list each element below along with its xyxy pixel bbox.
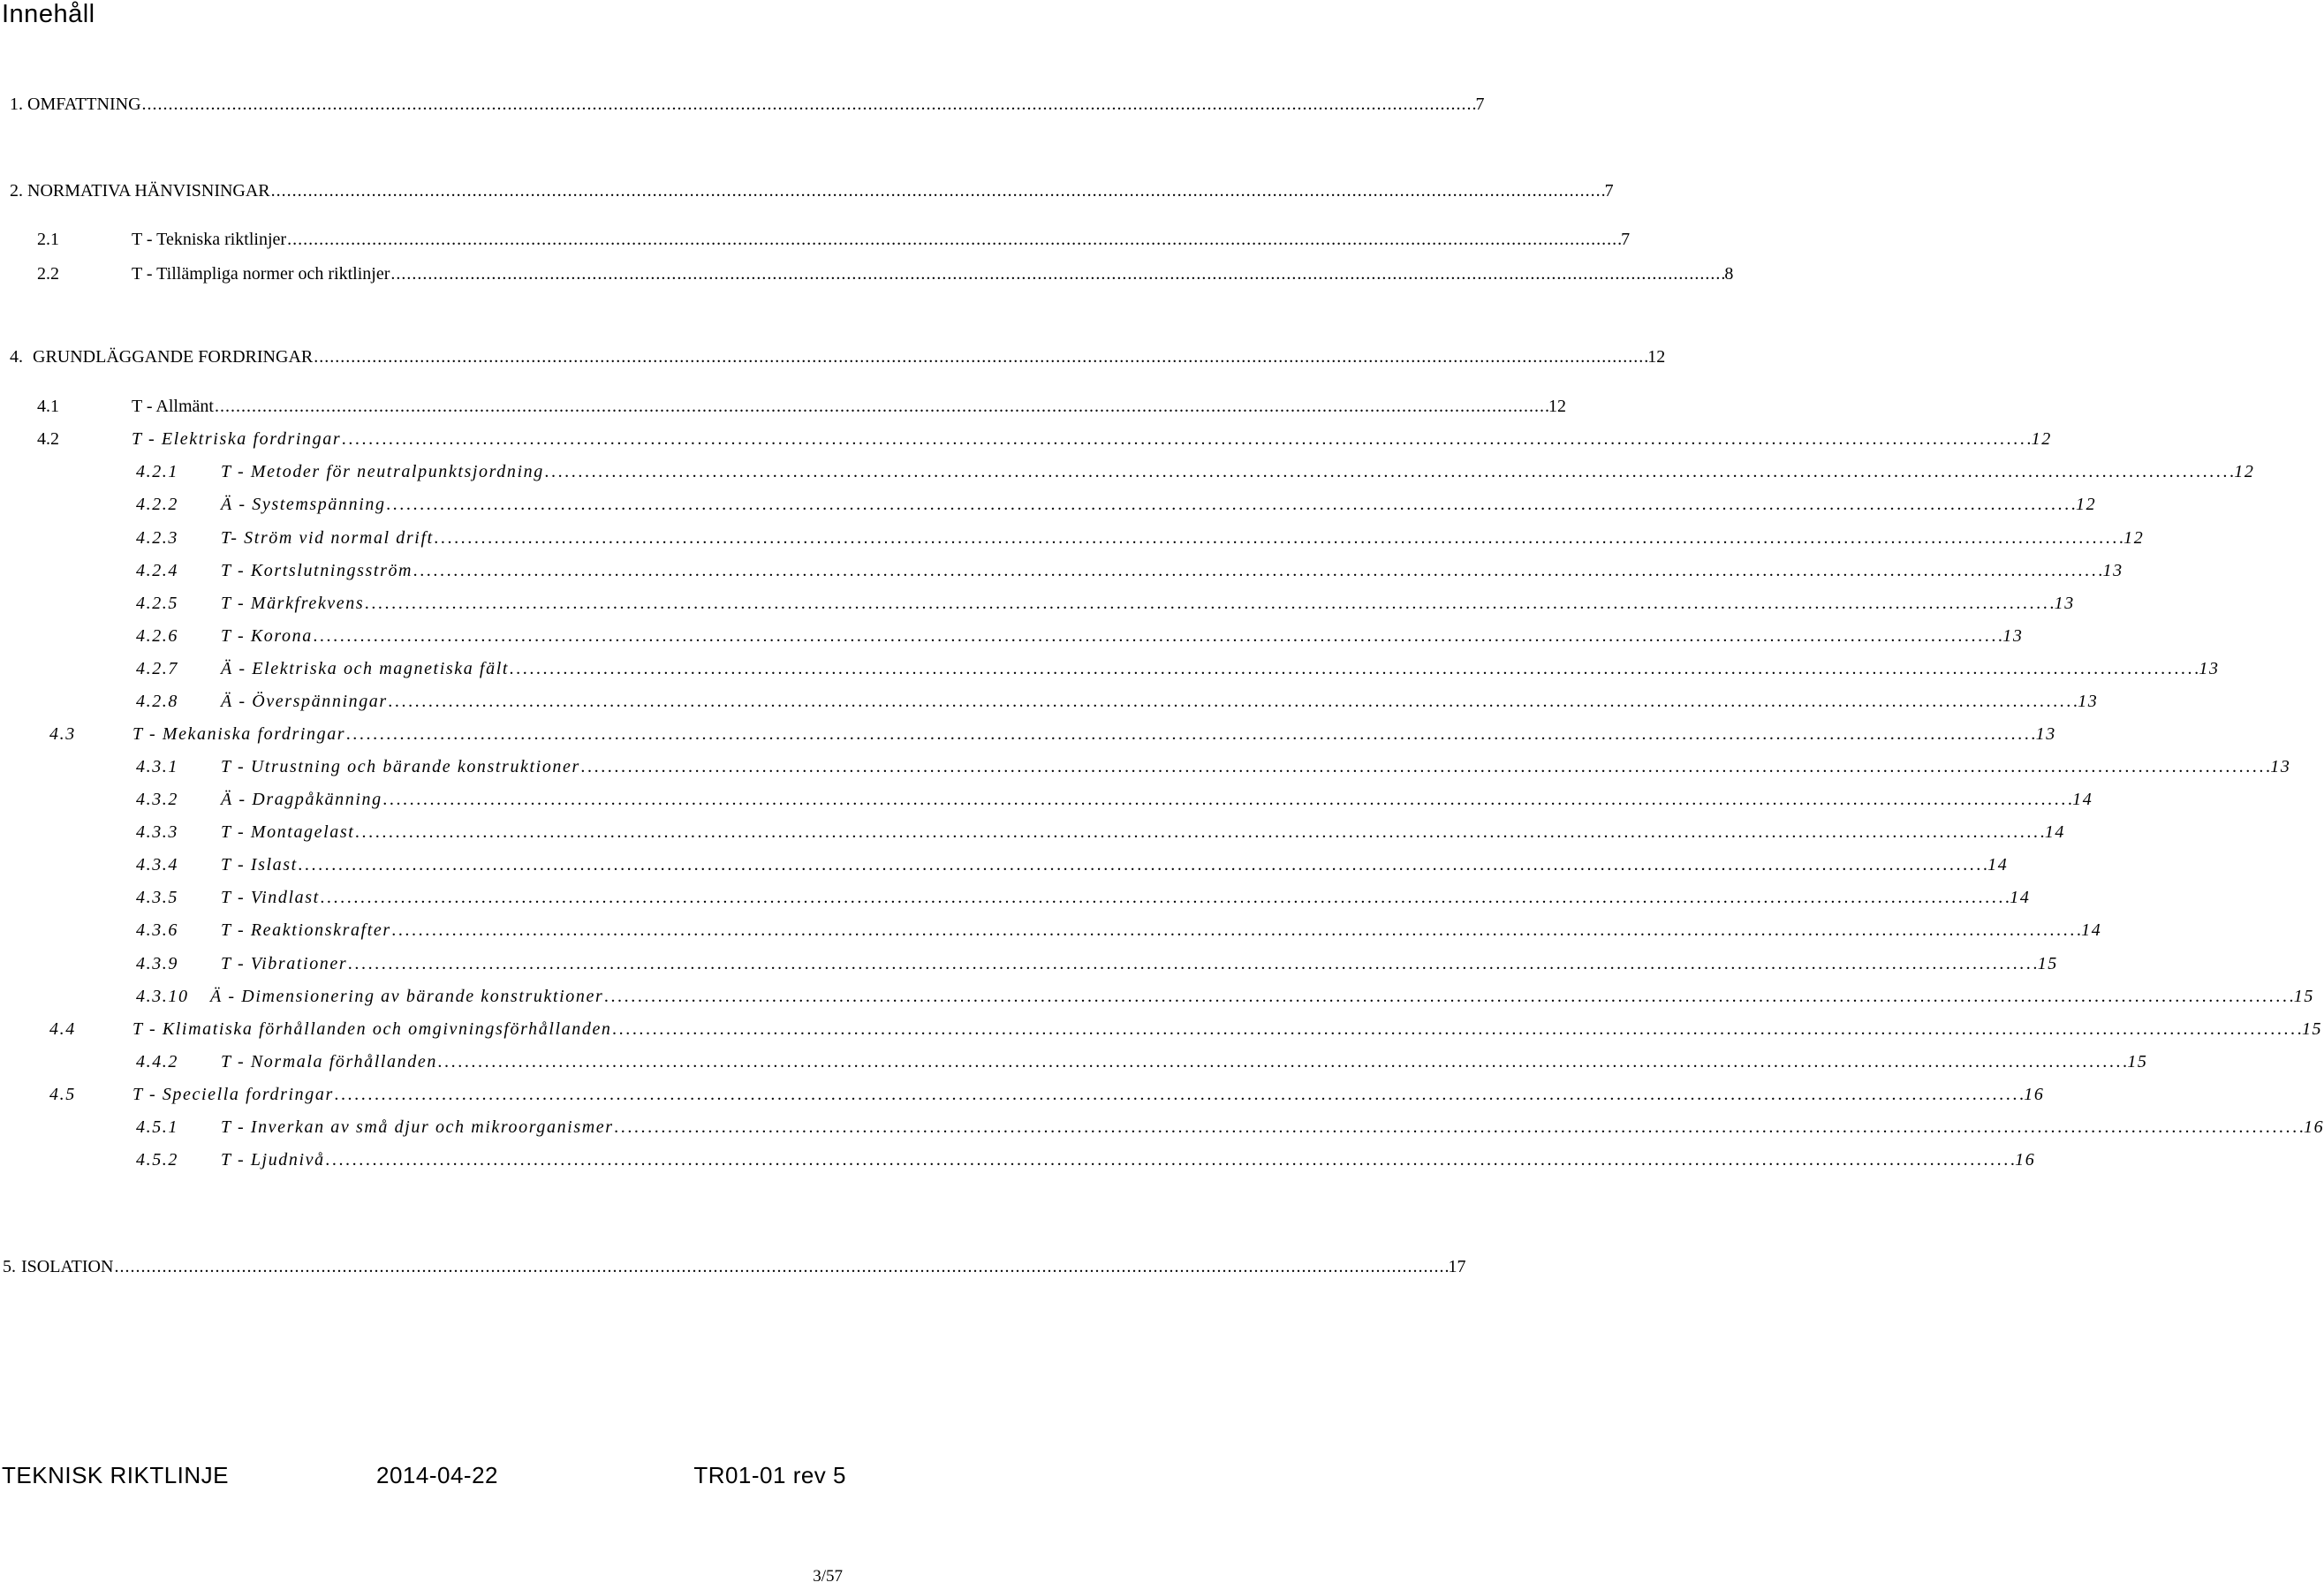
toc-entry[interactable] (37, 262, 1734, 285)
toc-leader (314, 345, 1646, 368)
toc-entry[interactable] (136, 985, 2314, 1008)
toc-entry-title: T - Kortslutningsström (221, 561, 413, 580)
toc-entry-page: 15 (2127, 1052, 2148, 1071)
toc-entry-number: 4.3.3 (136, 822, 178, 842)
toc-entry[interactable] (49, 1018, 2323, 1041)
toc-entry[interactable] (136, 919, 2102, 942)
toc-leader (299, 853, 1987, 876)
toc-entry[interactable] (136, 788, 2093, 811)
toc-leader (389, 690, 2077, 713)
toc-entry-title: OMFATTNING (27, 95, 141, 114)
toc-entry-page: 13 (2054, 594, 2075, 613)
toc-leader (346, 723, 2034, 746)
toc-entry[interactable] (49, 723, 2056, 746)
toc-entry-page: 13 (2078, 692, 2099, 711)
toc-entry-page: 14 (2010, 888, 2031, 907)
toc-entry-page: 8 (1724, 264, 1734, 284)
toc-entry-number: 4.2.6 (136, 626, 178, 646)
footer-date: 2014-04-22 (376, 1462, 498, 1488)
toc-leader (435, 526, 2123, 549)
toc-leader (383, 788, 2071, 811)
toc-entry-title: T - Mekaniska fordringar (132, 724, 346, 744)
toc-entry-page: 7 (1621, 230, 1631, 249)
toc-entry-title: T - Vindlast (221, 888, 320, 907)
toc-entry-number: 4.2 (37, 429, 59, 449)
toc-entry-number: 4.5.1 (136, 1117, 178, 1137)
toc-entry-number: 4.2.8 (136, 692, 178, 711)
toc-entry[interactable] (10, 93, 1485, 116)
toc-entry-title: T - Allmänt (132, 397, 214, 416)
toc-entry-number: 4.5 (49, 1085, 76, 1104)
toc-leader (348, 952, 2036, 975)
toc-entry-title: T - Reaktionskrafter (221, 920, 391, 940)
toc-entry[interactable] (136, 1148, 2036, 1171)
toc-entry-page: 14 (2081, 920, 2102, 940)
toc-entry-title: Ä - Dimensionering av bärande konstruktioner (210, 987, 604, 1006)
toc-entry[interactable] (136, 1116, 2324, 1139)
toc-entry[interactable] (136, 657, 2220, 680)
toc-leader (314, 625, 2002, 647)
toc-entry-number: 4.2.4 (136, 561, 178, 580)
toc-leader (326, 1148, 2014, 1171)
toc-entry[interactable] (136, 886, 2031, 909)
toc-leader (390, 262, 1723, 285)
toc-entry-number: 4.3.10 (136, 987, 189, 1006)
toc-entry-title: T - Normala förhållanden (221, 1052, 437, 1071)
toc-entry[interactable] (136, 559, 2123, 582)
toc-entry-number: 4.3.9 (136, 954, 178, 973)
toc-entry-number: 2.1 (37, 230, 59, 249)
toc-entry-title: T- Ström vid normal drift (221, 528, 434, 548)
toc-entry-number: 4.3.1 (136, 757, 178, 776)
toc-entry-page: 12 (2031, 429, 2052, 449)
toc-entry-number: 4.3.6 (136, 920, 178, 940)
toc-entry-page: 16 (2015, 1150, 2036, 1170)
toc-entry-title: T - Utrustning och bärande konstruktioner (221, 757, 580, 776)
toc-entry-title: Ä - Dragpåkänning (221, 790, 382, 809)
toc-entry[interactable] (136, 853, 2009, 876)
toc-entry-title: Ä - Elektriska och magnetiska fält (221, 659, 510, 678)
toc-entry-number: 5. (3, 1257, 16, 1276)
toc-entry-page: 14 (1987, 855, 2009, 874)
toc-entry[interactable] (136, 1050, 2148, 1073)
toc-leader (321, 886, 2009, 909)
toc-entry-title: Ä - Överspänningar (221, 692, 388, 711)
toc-leader (287, 228, 1620, 251)
toc-entry-title: T - Inverkan av små djur och mikroorganismer (221, 1117, 614, 1137)
toc-entry[interactable] (136, 592, 2075, 615)
toc-leader (615, 1116, 2303, 1139)
toc-leader (335, 1083, 2023, 1106)
toc-leader (215, 395, 1548, 418)
toc-entry-number: 1. (10, 95, 23, 114)
toc-entry-page: 12 (2234, 462, 2255, 481)
toc-entry-title: T - Tekniska riktlinjer (132, 230, 287, 249)
toc-entry-page: 16 (2024, 1085, 2045, 1104)
toc-entry[interactable] (136, 952, 2058, 975)
toc-entry[interactable] (136, 690, 2099, 713)
toc-entry-number: 4.1 (37, 397, 59, 416)
toc-leader (114, 1255, 1447, 1278)
toc-entry-title: T - Elektriska fordringar (132, 429, 342, 449)
footer-doc-id: TR01-01 rev 5 (693, 1462, 846, 1488)
toc-entry-number: 4.4.2 (136, 1052, 178, 1071)
toc-entry[interactable] (37, 228, 1631, 251)
toc-entry-number: 4.3.2 (136, 790, 178, 809)
toc-entry-number: 4.3 (49, 724, 76, 744)
toc-leader (613, 1018, 2301, 1041)
toc-leader (545, 460, 2233, 483)
toc-entry-page: 13 (2102, 561, 2123, 580)
toc-leader (271, 179, 1604, 202)
toc-entry-page: 7 (1604, 181, 1614, 201)
toc-leader (355, 821, 2043, 844)
toc-entry-page: 13 (2270, 757, 2291, 776)
toc-entry-title: T - Korona (221, 626, 313, 646)
toc-entry-page: 15 (2301, 1019, 2323, 1039)
toc-entry[interactable] (10, 179, 1614, 202)
toc-entry[interactable] (136, 625, 2024, 647)
toc-entry-number: 2.2 (37, 264, 59, 284)
toc-entry[interactable] (10, 345, 1666, 368)
toc-leader (438, 1050, 2126, 1073)
toc-leader (392, 919, 2080, 942)
toc-entry-title: Ä - Systemspänning (221, 495, 386, 514)
toc-leader (387, 493, 2075, 516)
page-number: 3/57 (813, 1567, 843, 1586)
toc-entry-title: T - Märkfrekvens (221, 594, 365, 613)
toc-entry-page: 7 (1475, 95, 1485, 114)
toc-entry[interactable] (136, 821, 2066, 844)
toc-entry-number: 4. (10, 347, 23, 367)
toc-entry[interactable] (3, 1255, 1466, 1278)
toc-entry-page: 12 (2075, 495, 2097, 514)
toc-entry-number: 4.2.3 (136, 528, 178, 548)
toc-leader (142, 93, 1475, 116)
toc-entry[interactable] (37, 428, 2052, 450)
toc-entry-title: T - Montagelast (221, 822, 355, 842)
toc-entry-number: 4.2.2 (136, 495, 178, 514)
toc-entry-page: 14 (2072, 790, 2093, 809)
toc-entry-title: NORMATIVA HÄNVISNINGAR (27, 181, 270, 201)
toc-entry-page: 13 (2002, 626, 2024, 646)
toc-leader (581, 755, 2269, 778)
toc-entry-title: T - Vibrationer (221, 954, 348, 973)
page-title: Innehåll (2, 0, 95, 28)
toc-entry-title: T - Islast (221, 855, 298, 874)
toc-entry-number: 4.2.5 (136, 594, 178, 613)
toc-entry-page: 15 (2037, 954, 2058, 973)
toc-entry-title: ISOLATION (21, 1257, 114, 1276)
toc-leader (365, 592, 2053, 615)
toc-entry-page: 12 (1647, 347, 1666, 367)
toc-entry-number: 4.5.2 (136, 1150, 178, 1170)
toc-entry-page: 13 (2199, 659, 2220, 678)
toc-entry[interactable] (136, 493, 2097, 516)
toc-entry-page: 13 (2035, 724, 2056, 744)
toc-entry-page: 14 (2044, 822, 2066, 842)
toc-entry-number: 4.4 (49, 1019, 76, 1039)
toc-entry-page: 15 (2293, 987, 2314, 1006)
toc-entry-page: 12 (2123, 528, 2145, 548)
toc-entry-title: T - Ljudnivå (221, 1150, 325, 1170)
toc-entry-number: 4.2.7 (136, 659, 178, 678)
toc-entry[interactable] (37, 395, 1566, 418)
toc-entry[interactable] (136, 526, 2145, 549)
toc-entry-number: 2. (10, 181, 23, 201)
toc-entry-page: 12 (1548, 397, 1566, 416)
footer-doc-type: TEKNISK RIKTLINJE (2, 1462, 229, 1488)
toc-entry-title: T - Speciella fordringar (132, 1085, 334, 1104)
toc-entry[interactable] (49, 1083, 2045, 1106)
toc-entry-page: 16 (2304, 1117, 2324, 1137)
toc-entry-number: 4.3.5 (136, 888, 178, 907)
toc-entry[interactable] (136, 460, 2255, 483)
toc-entry[interactable] (136, 755, 2291, 778)
toc-entry-title: T - Klimatiska förhållanden och omgivningsförhållanden (132, 1019, 612, 1039)
toc-entry-title: GRUNDLÄGGANDE FORDRINGAR (33, 347, 314, 367)
toc-leader (604, 985, 2292, 1008)
toc-entry-number: 4.3.4 (136, 855, 178, 874)
toc-entry-number: 4.2.1 (136, 462, 178, 481)
toc-entry-title: T - Metoder för neutralpunktsjordning (221, 462, 544, 481)
toc-entry-page: 17 (1448, 1257, 1466, 1276)
toc-leader (413, 559, 2101, 582)
toc-leader (510, 657, 2198, 680)
toc-entry-title: T - Tillämpliga normer och riktlinjer (132, 264, 390, 284)
toc-leader (342, 428, 2030, 450)
